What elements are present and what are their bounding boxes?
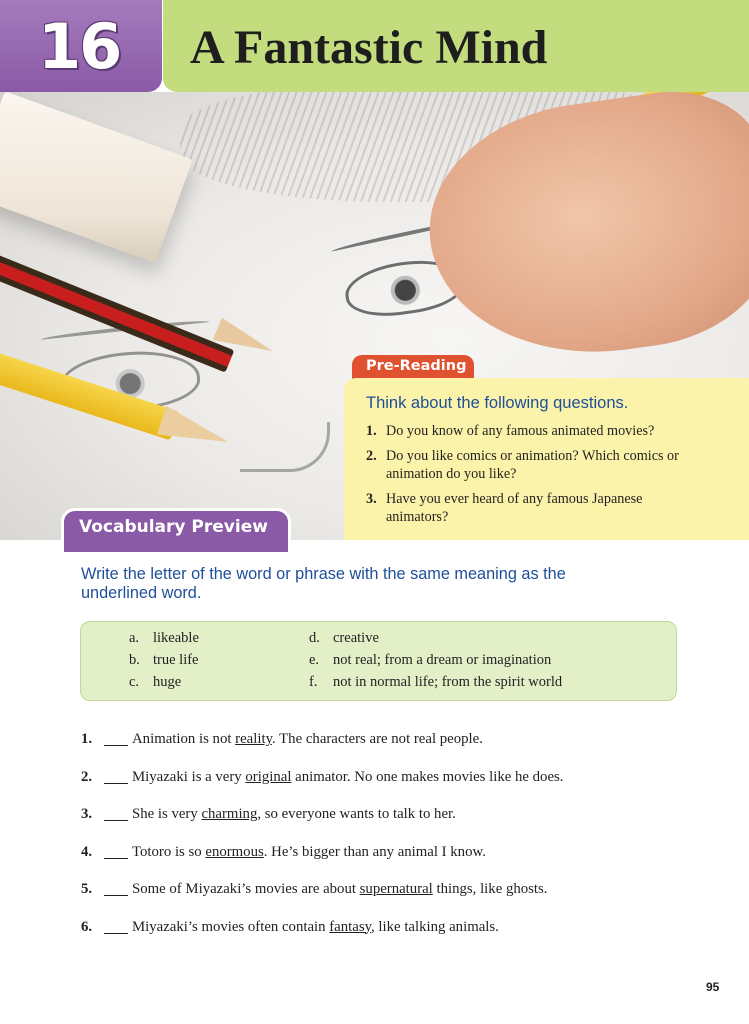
- exercise-number: 1.: [81, 731, 93, 747]
- pre-reading-heading: Think about the following questions.: [366, 394, 629, 412]
- exercise-sentence: [132, 769, 563, 786]
- exercise-sentence: [132, 806, 456, 823]
- option-letter: e.: [309, 652, 320, 668]
- eraser: [0, 92, 193, 263]
- pre-reading-box: [344, 378, 749, 540]
- question-text-line: animators?: [386, 509, 449, 525]
- option-text: true life: [153, 652, 199, 668]
- option-letter: a.: [129, 630, 140, 646]
- answer-blank[interactable]: [104, 783, 128, 784]
- answer-blank[interactable]: [104, 933, 128, 934]
- option-text: not real; from a dream or imagination: [333, 652, 552, 668]
- exercise-item: [81, 844, 721, 882]
- exercise-item: [81, 806, 721, 844]
- underlined-word: supernatural: [359, 881, 433, 897]
- pre-reading-question: [366, 490, 735, 526]
- sentence-before: Totoro is so: [132, 843, 206, 860]
- page-number: 95: [706, 980, 720, 994]
- option-letter: d.: [309, 630, 320, 646]
- question-text: Do you know of any famous animated movies?: [386, 423, 655, 439]
- underlined-word: enormous: [205, 843, 264, 860]
- question-number: 2.: [366, 448, 377, 464]
- underlined-word: charming: [201, 806, 258, 822]
- sketch-nose: [240, 422, 330, 472]
- underlined-word: original: [245, 768, 292, 785]
- sentence-after: , so everyone wants to talk to her.: [257, 806, 456, 822]
- option-text: creative: [333, 630, 379, 646]
- exercise-sentence: [132, 844, 486, 861]
- sentence-before: Miyazaki is a very: [132, 768, 246, 785]
- exercise-item: [81, 769, 721, 807]
- option-text: huge: [153, 674, 182, 690]
- answer-blank[interactable]: [104, 820, 128, 821]
- sentence-after: . He’s bigger than any animal I know.: [263, 843, 486, 860]
- yellow-pencil-tip: [157, 406, 233, 456]
- option-letter: f.: [309, 674, 318, 690]
- exercise-number: 4.: [81, 843, 93, 860]
- vocabulary-preview-tab: Vocabulary Preview: [61, 508, 291, 552]
- instruction-line: Write the letter of the word or phrase with the same meaning as the: [81, 565, 566, 583]
- sentence-before: She is very: [132, 806, 202, 822]
- unit-badge: [0, 0, 162, 92]
- exercise-sentence: [132, 919, 499, 936]
- question-text-line: animation do you like?: [386, 466, 517, 482]
- sentence-before: Some of Miyazaki’s movies are about: [132, 881, 360, 897]
- exercise-sentence: [132, 881, 547, 898]
- sentence-before: Miyazaki’s movies often contain: [132, 918, 330, 935]
- vocabulary-instruction: [81, 565, 701, 603]
- exercise-item: [81, 731, 721, 769]
- answer-blank[interactable]: [104, 745, 128, 746]
- exercise-item: [81, 881, 721, 919]
- question-text-line: Have you ever heard of any famous Japanese: [386, 491, 643, 507]
- option-text: not in normal life; from the spirit world: [333, 674, 563, 690]
- question-number: 1.: [366, 423, 377, 439]
- pre-reading-question: [366, 447, 735, 483]
- question-text-line: Do you like comics or animation? Which comics or: [386, 448, 679, 464]
- unit-number: 16: [38, 10, 121, 83]
- word-bank: [80, 621, 677, 701]
- pre-reading-question: [366, 422, 735, 440]
- underlined-word: reality: [235, 731, 273, 747]
- instruction-line: underlined word.: [81, 584, 202, 602]
- option-letter: b.: [129, 652, 140, 668]
- exercise-item: [81, 919, 721, 957]
- sentence-after: , like talking animals.: [371, 918, 499, 935]
- sentence-after: animator. No one makes movies like he does.: [291, 768, 564, 785]
- sentence-before: Animation is not: [132, 731, 236, 747]
- exercise-number: 2.: [81, 768, 93, 785]
- exercise-number: 5.: [81, 881, 93, 897]
- exercise-number: 6.: [81, 918, 93, 935]
- underlined-word: fantasy: [329, 918, 372, 935]
- exercise-sentence: [132, 731, 483, 748]
- exercise-number: 3.: [81, 806, 93, 822]
- option-text: likeable: [153, 630, 199, 646]
- question-number: 3.: [366, 491, 377, 507]
- answer-blank[interactable]: [104, 858, 128, 859]
- vocabulary-exercises: [81, 731, 721, 956]
- sentence-after: . The characters are not real people.: [272, 731, 483, 747]
- unit-title: A Fantastic Mind: [190, 21, 548, 74]
- answer-blank[interactable]: [104, 895, 128, 896]
- option-letter: c.: [129, 674, 140, 690]
- pre-reading-tab: Pre-Reading: [352, 355, 474, 381]
- sentence-after: things, like ghosts.: [432, 881, 548, 897]
